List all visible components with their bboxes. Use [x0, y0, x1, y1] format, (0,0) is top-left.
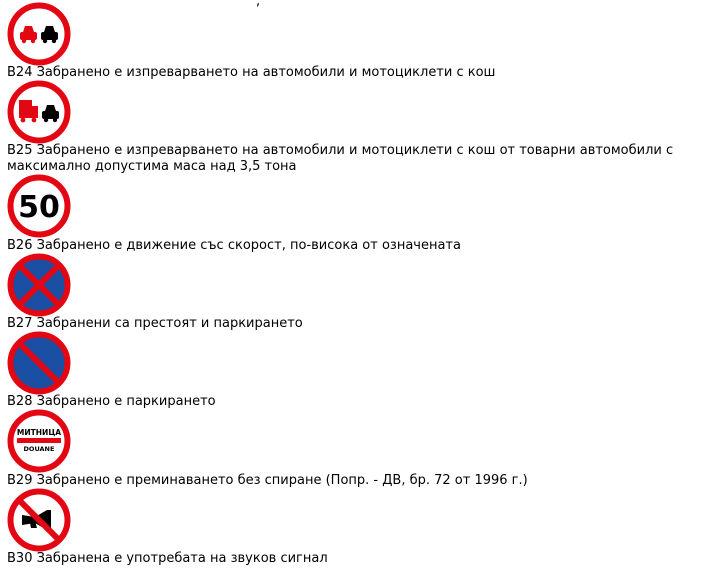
sign-caption-b29: В29 Забранено е преминаването без спиране (Попр. - ДВ, бр. 72 от 1996 г.): [7, 473, 528, 488]
no-horn-icon: [7, 488, 71, 552]
no-overtaking-car-icon: [7, 2, 71, 66]
customs-bottom-label: DOUANE: [23, 445, 55, 453]
sign-caption-b26: В26 Забранено е движение със скорост, по-висока от означената: [7, 238, 461, 253]
sign-caption-b28: В28 Забранено е паркирането: [7, 394, 216, 409]
cropped-text-fragment: ,: [256, 0, 261, 9]
sign-caption-b25: В25 Забранено е изпреварването на автомобили и мотоциклети с кош от товарни автомобили с максимално допустима маса над 3,5 тона: [7, 143, 674, 174]
sign-caption-b24: В24 Забранено е изпреварването на автомобили и мотоциклети с кош: [7, 65, 496, 80]
no-parking-icon: [7, 331, 71, 395]
speed-limit-value: 50: [18, 190, 60, 225]
speed-limit-icon: [7, 174, 71, 238]
sign-caption-b30: В30 Забранена е употребата на звуков сигнал: [7, 551, 328, 566]
no-overtaking-truck-icon: [7, 80, 71, 144]
customs-stop-icon: [7, 409, 71, 473]
no-stopping-icon: [7, 253, 71, 317]
customs-top-label: МИТНИЦА: [16, 428, 62, 437]
sign-caption-b27: В27 Забранени са престоят и паркирането: [7, 316, 303, 331]
